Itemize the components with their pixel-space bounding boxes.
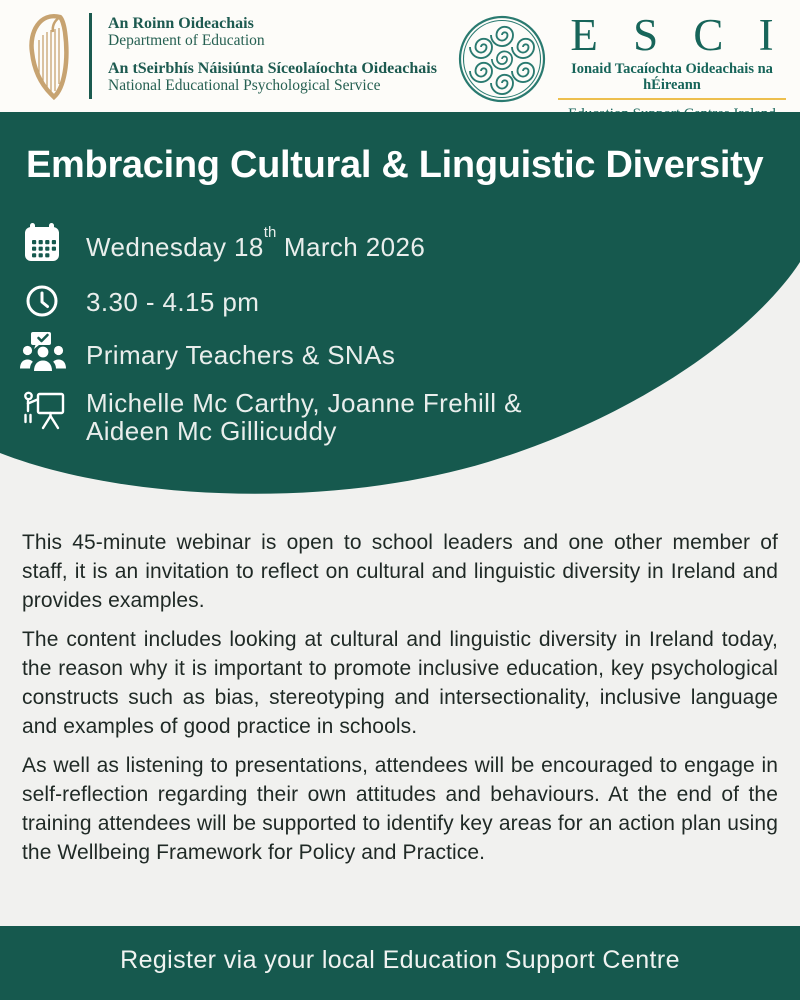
presenter-board-icon xyxy=(22,390,66,432)
people-group-icon xyxy=(20,330,66,374)
time-text: 3.30 - 4.15 pm xyxy=(86,287,260,317)
date-text xyxy=(86,224,426,263)
date-suffix: March 2026 xyxy=(276,232,426,262)
register-text: Register via your local Education Support Centre xyxy=(120,945,680,974)
department-english-title: Department of Education xyxy=(108,32,265,49)
paragraph-outcomes: As well as listening to presentations, attendees will be encouraged to engage in self-reflection regarding their own attitudes and behaviours. At the end of the training attendees will be supported to identify key areas for an action plan using the Wellbeing Framework for Policy and Practice. xyxy=(22,754,778,864)
header-banner xyxy=(0,0,800,112)
page-title: Embracing Cultural & Linguistic Diversity xyxy=(26,144,764,186)
department-identity xyxy=(108,15,437,94)
presenters-text: Michelle Mc Carthy, Joanne Frehill & Aideen Mc Gillicuddy xyxy=(86,388,522,446)
esci-acronym: E S C I xyxy=(570,10,786,60)
service-irish-title: An tSeirbhís Náisiúnta Síceolaíochta Oideachais xyxy=(108,60,437,77)
register-banner xyxy=(0,926,800,1000)
esci-gold-rule xyxy=(558,98,786,100)
clock-icon xyxy=(25,284,59,318)
esci-spiral-logo xyxy=(457,13,547,105)
paragraph-overview: This 45-minute webinar is open to school leaders and one other member of staff, it is an invitation to reflect on cultural and linguistic diversity in Ireland and provides examples. xyxy=(22,531,778,612)
description-section xyxy=(22,528,778,877)
esci-irish-name: Ionaid Tacaíochta Oideachais na hÉireann xyxy=(571,61,773,93)
date-ordinal: th xyxy=(263,224,277,242)
irish-harp-logo xyxy=(24,12,82,100)
date-prefix: Wednesday 18 xyxy=(86,232,264,262)
calendar-icon xyxy=(22,222,62,266)
service-english-title: National Educational Psychological Service xyxy=(108,77,381,94)
audience-text: Primary Teachers & SNAs xyxy=(86,340,396,370)
paragraph-content: The content includes looking at cultural and linguistic diversity in Ireland today, the reason why it is important to promote inclusive education, key psychological constructs such as bias, stereotyping and intersectionality, inclusive language and examples of good practice in schools. xyxy=(22,628,778,738)
esci-identity xyxy=(552,10,792,122)
department-irish-title: An Roinn Oideachais xyxy=(108,15,254,32)
header-divider xyxy=(89,13,92,99)
